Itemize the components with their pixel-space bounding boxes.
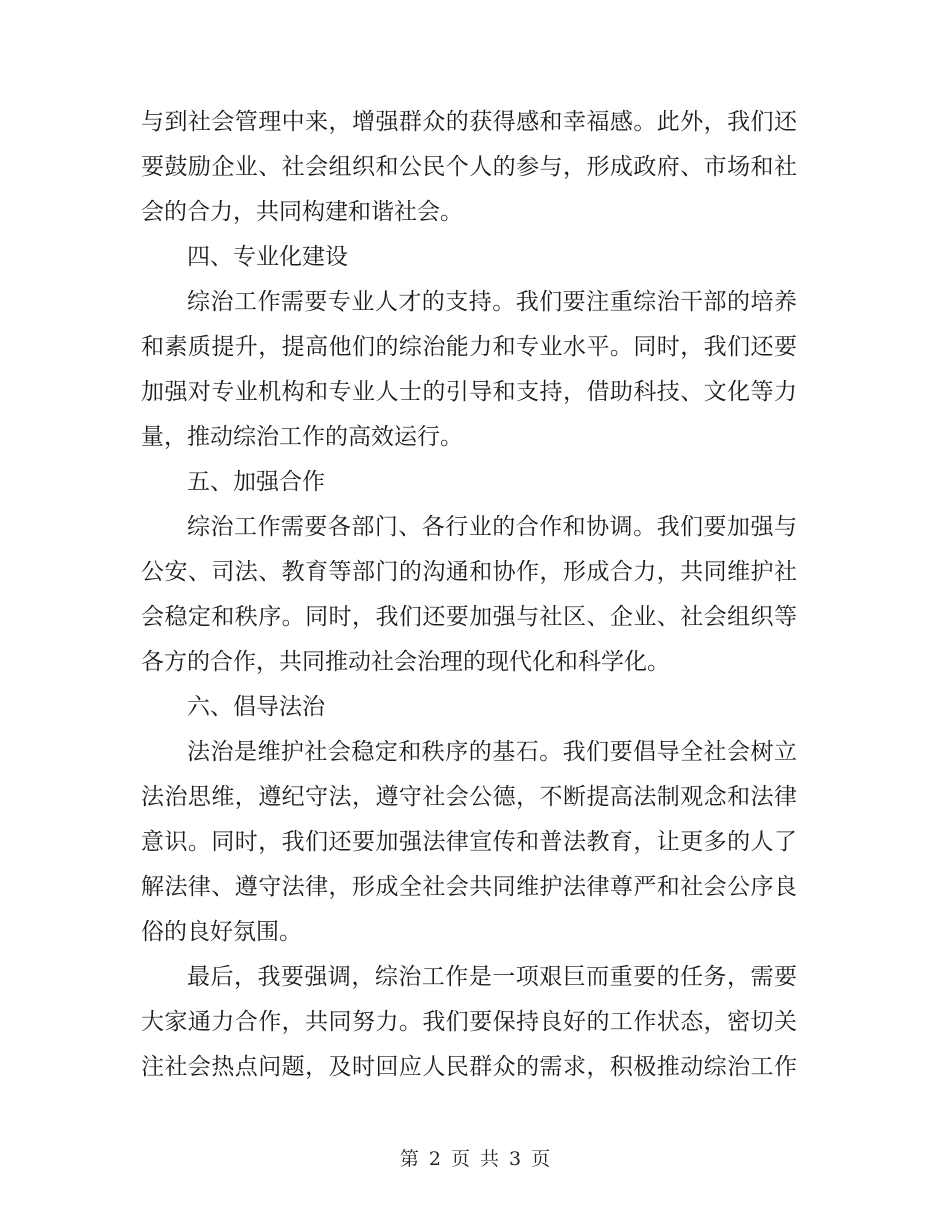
text-line: 解法律、遵守法律，形成全社会共同维护法律尊严和社会公序良 <box>141 874 797 900</box>
text-line: 加强对专业机构和专业人士的引导和支持，借助科技、文化等力 <box>141 379 797 405</box>
text-line: 法治是维护社会稳定和秩序的基石。我们要倡导全社会树立 <box>187 739 797 765</box>
section-heading: 六、倡导法治 <box>187 694 325 720</box>
page-footer: 第 2 页 共 3 页 <box>399 1148 551 1170</box>
text-line: 法治思维，遵纪守法，遵守社会公德，不断提高法制观念和法律 <box>141 784 797 810</box>
text-line: 意识。同时，我们还要加强法律宣传和普法教育，让更多的人了 <box>141 829 797 855</box>
text-line: 和素质提升，提高他们的综治能力和专业水平。同时，我们还要 <box>141 334 797 360</box>
text-line: 综治工作需要专业人才的支持。我们要注重综治干部的培养 <box>187 289 797 315</box>
text-line: 要鼓励企业、社会组织和公民个人的参与，形成政府、市场和社 <box>141 154 797 180</box>
text-line: 量，推动综治工作的高效运行。 <box>141 424 463 450</box>
text-line: 会的合力，共同构建和谐社会。 <box>141 199 463 225</box>
text-line: 大家通力合作，共同努力。我们要保持良好的工作状态，密切关 <box>141 1009 797 1035</box>
text-line: 俗的良好氛围。 <box>141 919 302 945</box>
text-line: 综治工作需要各部门、各行业的合作和协调。我们要加强与 <box>187 514 797 540</box>
document-body <box>141 100 797 1090</box>
text-line: 注社会热点问题，及时回应人民群众的需求，积极推动综治工作 <box>141 1054 797 1080</box>
section-heading: 五、加强合作 <box>187 469 325 495</box>
text-line: 与到社会管理中来，增强群众的获得感和幸福感。此外，我们还 <box>141 109 797 135</box>
text-line: 最后，我要强调，综治工作是一项艰巨而重要的任务，需要 <box>187 964 797 990</box>
text-line: 会稳定和秩序。同时，我们还要加强与社区、企业、社会组织等 <box>141 604 797 630</box>
section-heading: 四、专业化建设 <box>187 244 348 270</box>
text-line: 公安、司法、教育等部门的沟通和协作，形成合力，共同维护社 <box>141 559 797 585</box>
text-line: 各方的合作，共同推动社会治理的现代化和科学化。 <box>141 649 670 675</box>
